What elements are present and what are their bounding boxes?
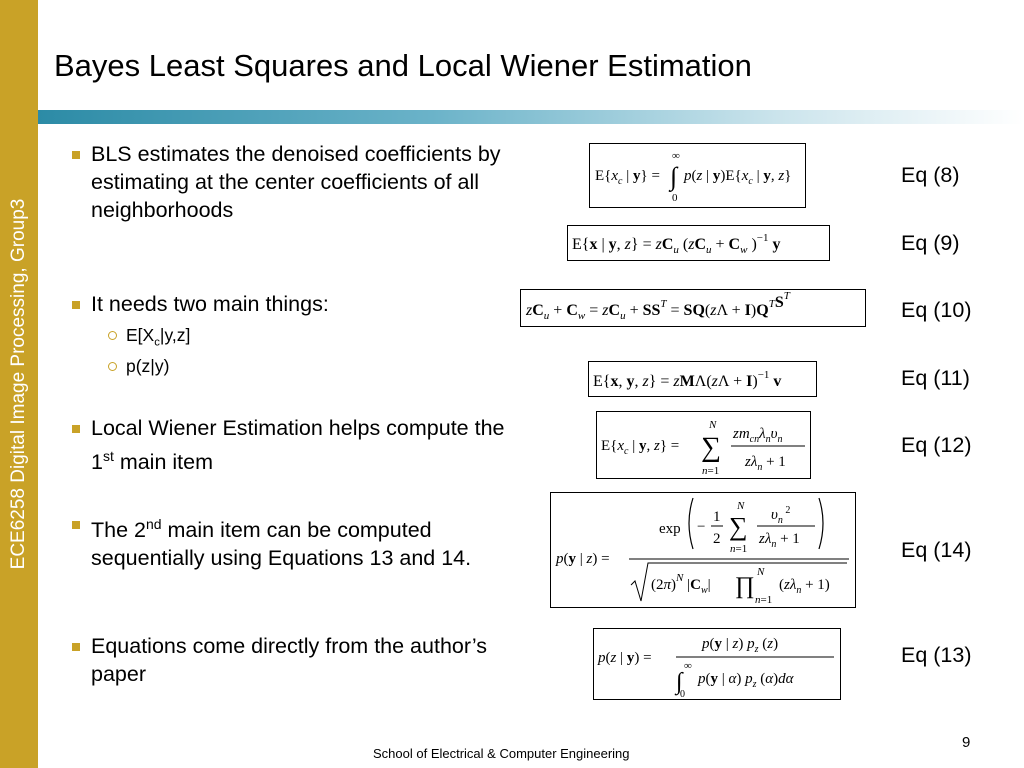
svg-text:p(y | z) =: p(y | z) = [556,551,610,567]
bullet-circle-icon [108,331,117,340]
bullet-text: It needs two main things: [91,292,329,316]
page-number: 9 [962,734,971,751]
svg-text:∏: ∏ [735,573,755,599]
bullet-square-icon [72,301,80,309]
sidebar [0,0,38,768]
svg-text:(zλn + 1): $(z\lambda_n + 1)$ [779,577,830,596]
equation-13-image [593,628,841,700]
svg-text:−: − [697,519,706,535]
bullet-text: The 2nd main item can be computed sequentially using Equations 13 and 14. [91,516,472,571]
svg-text:E{xc | y, z} =: $E\{x_c$ | y, z} = [601,438,680,457]
svg-text:∞: ∞ [672,150,680,162]
bullet-text: BLS estimates the denoised coefficients by estimating at the center coefficients of all neighborhoods [91,142,501,222]
bullet-text: Equations come directly from the author’s paper [91,634,487,686]
svg-text:N: N [737,500,745,512]
sidebar-course-label: ECE6258 Digital Image Processing, Group3 [8,198,29,570]
svg-text:0: 0 [672,192,678,204]
svg-text:E{xc | y} =: $E\{x_c$ | y} = [595,168,660,187]
svg-text:∞: ∞ [684,660,692,672]
bullet-square-icon [72,151,80,159]
svg-text:∑: ∑ [701,432,721,463]
equation-label: Eq (11) [901,366,970,390]
bullet-circle-icon [108,362,117,371]
svg-text:E{x, y, z} = zMΛ(zΛ + I)−1 v: E{x, y, $z\} = zM\Lambda(z\Lambda + I)^{-1}$ v [593,369,782,390]
equation-label: Eq (8) [901,163,960,187]
equation-9-image [567,225,830,261]
svg-text:N: N [757,566,765,578]
equation-11-image [588,361,817,397]
svg-text:zλn + 1: $z\lambda_n + 1$ [745,454,786,473]
svg-text:∫: ∫ [670,162,678,191]
svg-text:zCu + Cw = zCu + SST = SQ(zΛ: $zC_u + C_w = zC_u + SS^T = SQ(z\Lambda + I)Q^TS^T$ [526,290,790,322]
svg-text:(2π)N |Cw|: $(2\pi)^N$ $|C_w|$ [651,572,711,596]
svg-text:∑: ∑ [729,512,748,541]
svg-text:E{x | y, z} = zCu (zCu + Cw )−: E{x | y, $z\} = zC_u$ ($zC_u + C_w$ )$^{-1}$ y [572,232,781,256]
equation-12-image [596,411,811,479]
bullet-item [72,140,512,224]
svg-text:υn 2: $\upsilon_n$ $^2$ [771,505,791,526]
title-underline-bar [38,110,1024,124]
bullet-square-icon [72,643,80,651]
equation-label: Eq (10) [901,298,972,322]
equation-14-image [550,492,856,608]
footer-text: School of Electrical & Computer Engineering [373,746,630,761]
equation-8-image [589,143,806,208]
slide-title: Bayes Least Squares and Local Wiener Estimation [54,48,752,83]
bullet-item [72,414,512,476]
svg-text:p(z | y) =: p(z | y) = [598,650,652,666]
svg-text:zλn + 1: $z\lambda_n + 1$ [759,531,800,550]
sub-bullet-item [108,355,169,377]
sub-bullet-item [108,324,190,354]
svg-text:1: 1 [713,509,721,525]
bullet-text: Local Wiener Estimation helps compute the 1st main item [91,416,505,475]
equation-label: Eq (12) [901,433,972,457]
svg-text:exp: exp [659,521,681,537]
sub-bullet-text: p(z|y) [126,356,170,376]
bullet-square-icon [72,521,80,529]
svg-text:2: 2 [713,531,721,547]
sub-bullet-text: $E[X_c|y,z]$ [126,325,191,349]
bullet-item [72,510,512,572]
svg-text:p(z | y)E{xc | y, z}: p(z | $y)E\{x_c$ | y, z} [684,168,792,187]
svg-text:N: N [709,419,717,431]
equation-label: Eq (14) [901,538,972,562]
bullet-square-icon [72,425,80,433]
svg-text:p(y | α) pz (α)dα: p(y | α) $p_z$ (α)dα [698,671,794,690]
svg-text:zmcnλnυn: $zm_{cn}\lambda_n\upsilon_n$ [733,426,783,445]
svg-text:p(y | z) pz (z): p(y | z) $p_z$ (z) [702,636,779,655]
svg-text:n=1: n=1 [702,465,720,477]
svg-text:0: 0 [680,689,685,699]
bullet-item [72,290,512,318]
svg-text:∫: ∫ [676,669,683,695]
svg-text:n=1: n=1 [730,543,748,555]
svg-text:n=1: n=1 [755,594,773,606]
equation-10-image [520,289,866,327]
equation-label: Eq (9) [901,231,960,255]
bullet-item [72,632,512,688]
equation-label: Eq (13) [901,643,972,667]
